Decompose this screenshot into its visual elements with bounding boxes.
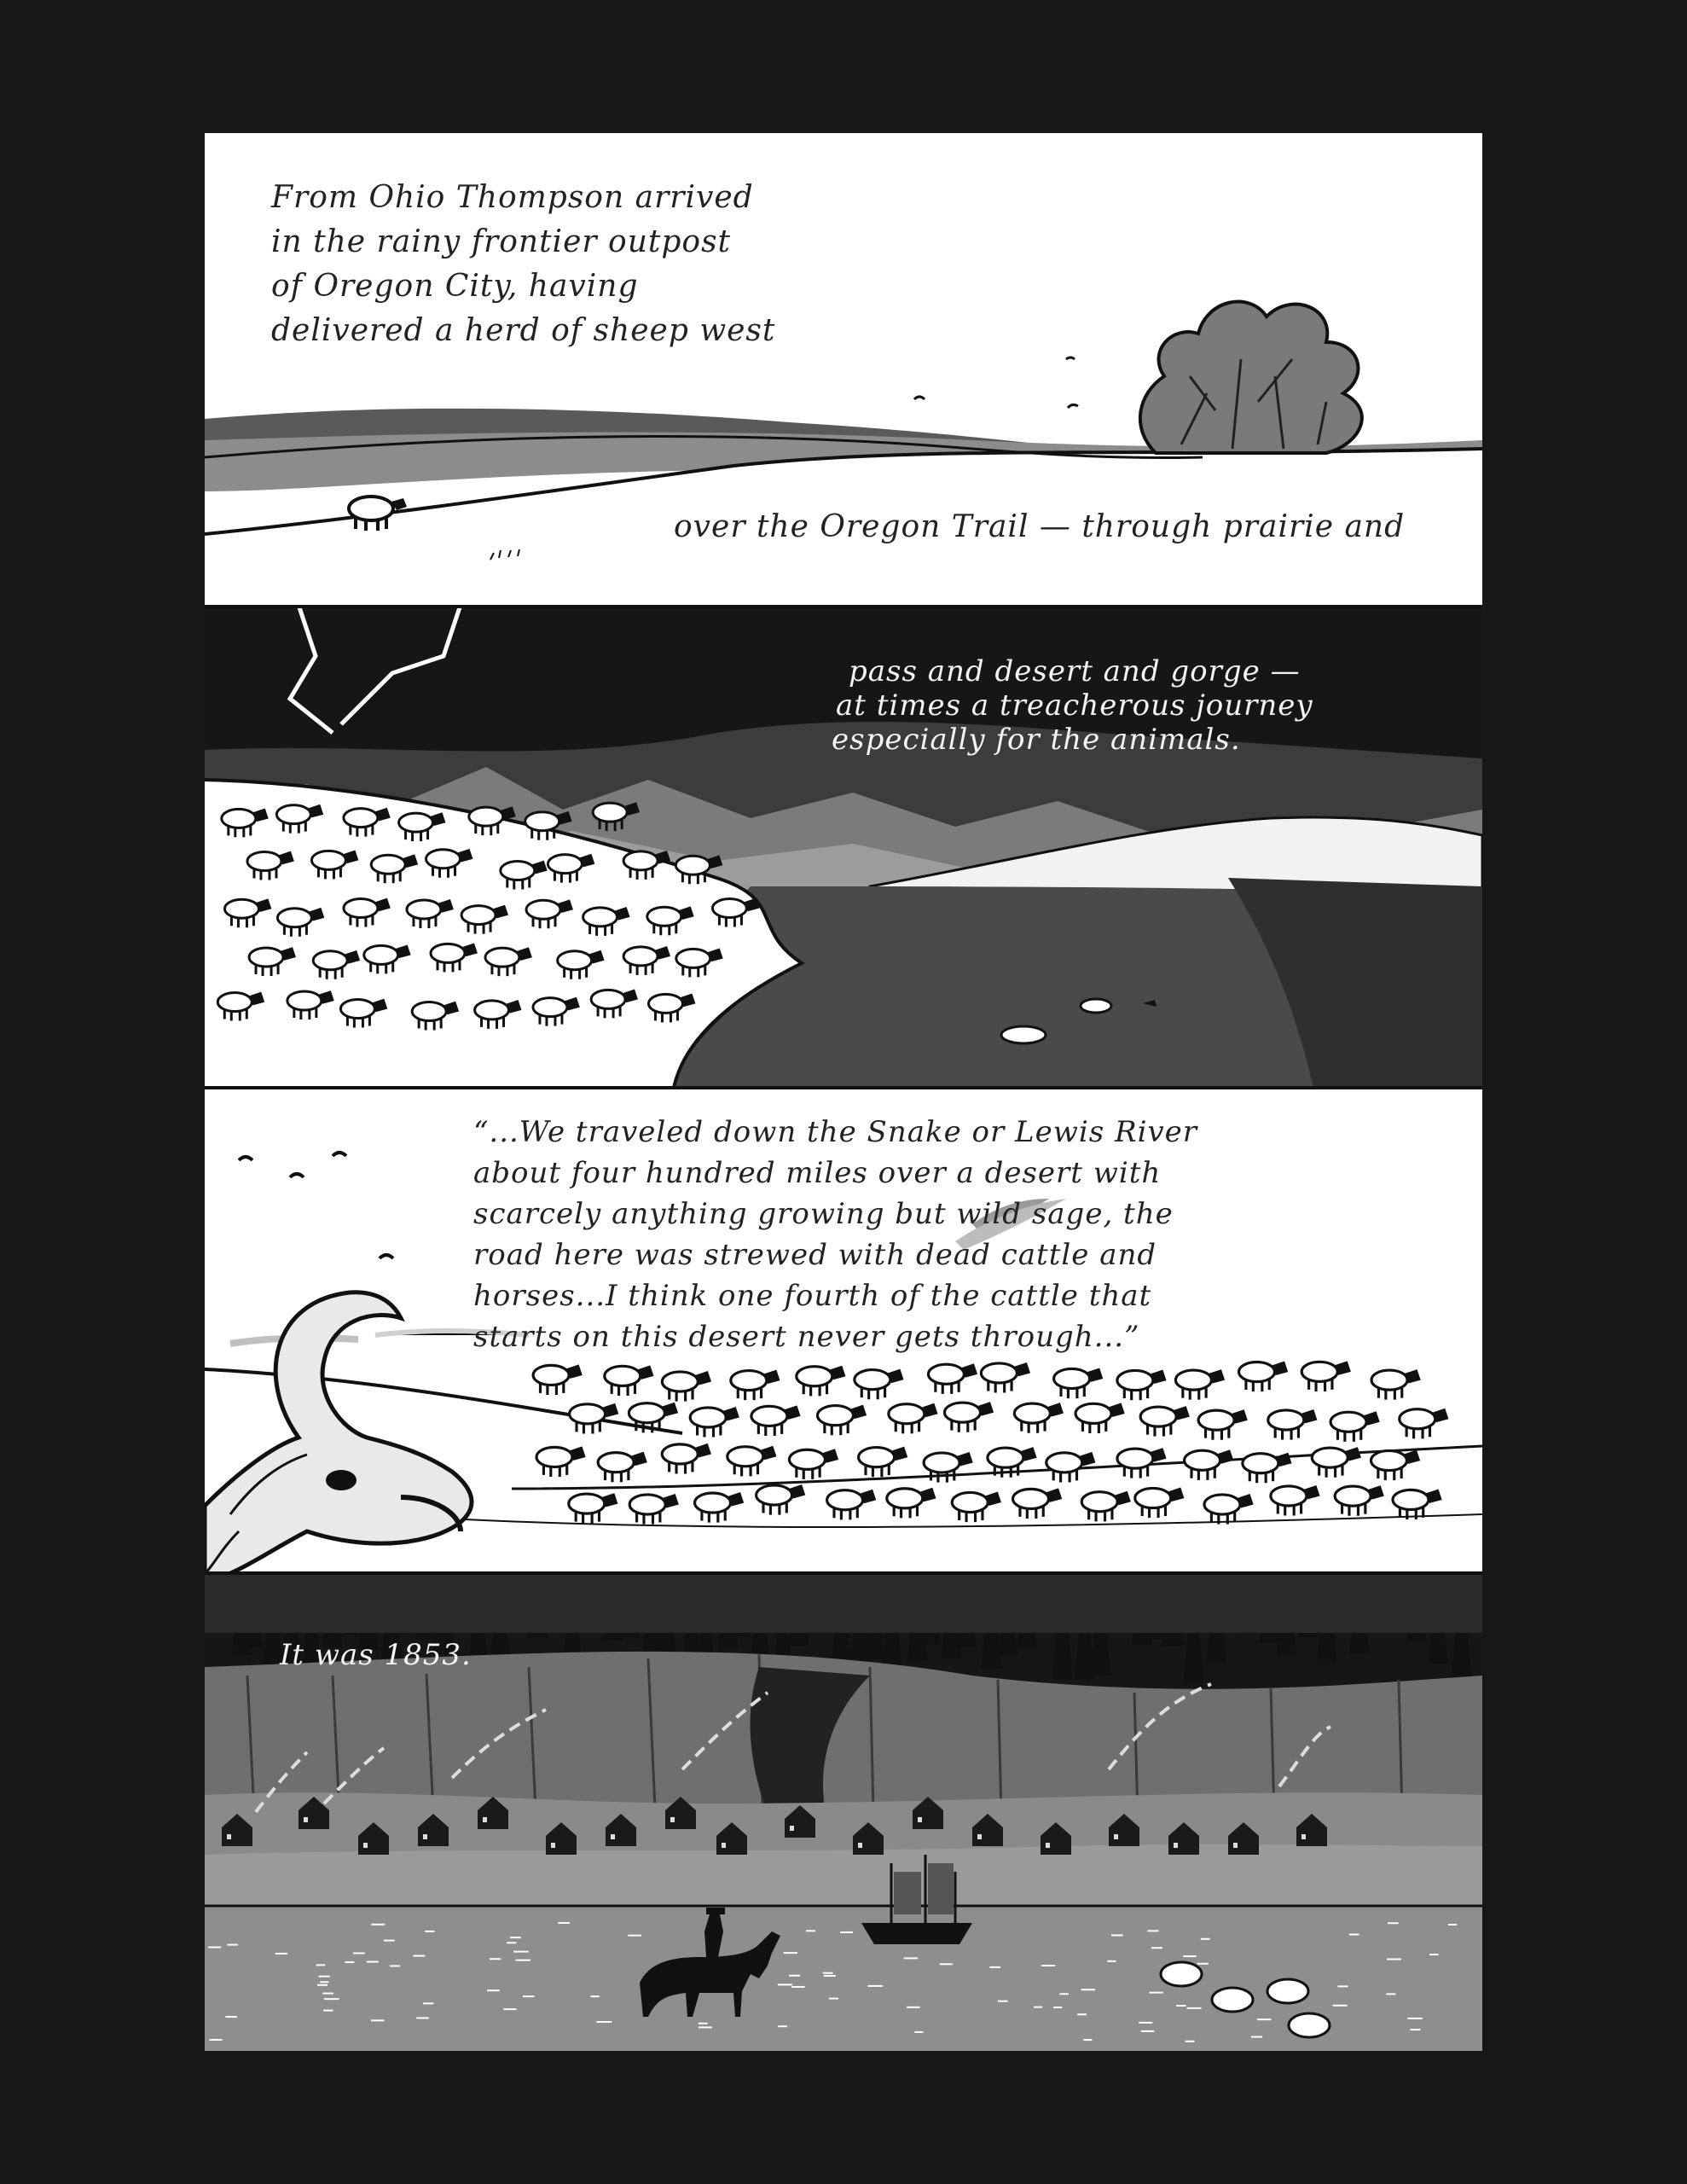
caption-line: at times a treacherous journey: [836, 688, 1313, 723]
quote-line: “...We traveled down the Snake or Lewis River: [473, 1115, 1198, 1149]
caption-line: pass and desert and gorge —: [849, 654, 1301, 688]
caption-oregon-trail: over the Oregon Trail — through prairie and: [674, 509, 1406, 544]
panel-storm-crossing: [205, 605, 1482, 1088]
quote-line: road here was strewed with dead cattle and: [473, 1238, 1157, 1272]
quote-line: starts on this desert never gets through...”: [473, 1320, 1140, 1354]
caption-line: in the rainy frontier outpost: [271, 224, 732, 259]
gutter-divider: [205, 1086, 1482, 1089]
caption-line: of Oregon City, having: [271, 269, 639, 304]
gutter-divider: [205, 1571, 1482, 1575]
panel-desert-skull: [205, 1088, 1482, 1573]
gutter-divider: [205, 605, 1482, 608]
caption-intro: [271, 176, 775, 353]
caption-line: From Ohio Thompson arrived: [271, 180, 754, 215]
caption-pass-desert: [832, 654, 1313, 757]
caption-line: especially for the animals.: [832, 723, 1241, 757]
quote-line: horses...I think one fourth of the cattle that: [473, 1279, 1152, 1313]
quote-snake-river: [473, 1112, 1198, 1357]
panel-oregon-city: [205, 1573, 1482, 2051]
comic-page: [205, 133, 1482, 2051]
panel-prairie: [205, 133, 1482, 605]
quote-line: scarcely anything growing but wild sage, the: [473, 1197, 1174, 1231]
caption-year: It was 1853.: [280, 1638, 472, 1672]
quote-line: about four hundred miles over a desert with: [473, 1156, 1162, 1190]
caption-line: delivered a herd of sheep west: [271, 313, 776, 348]
